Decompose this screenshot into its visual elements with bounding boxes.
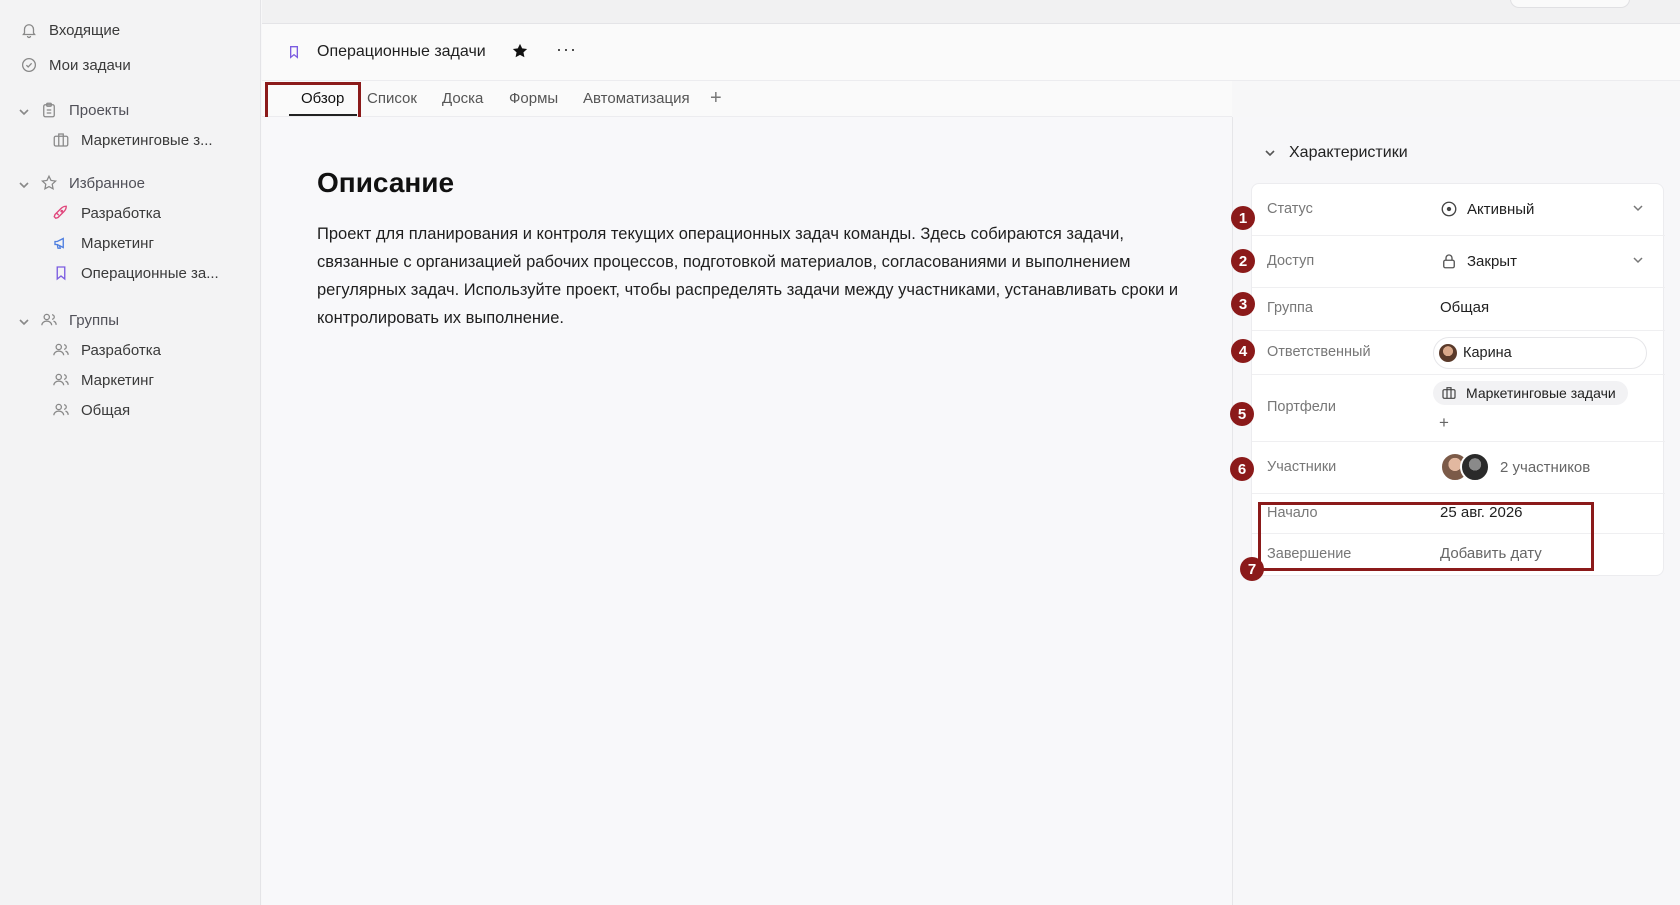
- annotation-badge: 4: [1231, 339, 1255, 363]
- sidebar-group-label: Группы: [69, 311, 119, 329]
- properties-title: Характеристики: [1289, 144, 1408, 161]
- add-tab-icon[interactable]: +: [710, 87, 722, 109]
- chevron-down-icon: [17, 313, 31, 327]
- sidebar-item-label: Входящие: [49, 21, 121, 39]
- sidebar-item-label: Мои задачи: [49, 56, 131, 74]
- sidebar-item-label: Маркетинг: [81, 371, 154, 389]
- overview-content: [262, 117, 1232, 905]
- members-count: 2 участников: [1500, 458, 1591, 476]
- tab-automation[interactable]: Автоматизация: [583, 90, 690, 107]
- check-circle-icon: [19, 55, 39, 75]
- access-text: Закрыт: [1467, 252, 1517, 270]
- property-label: Доступ: [1267, 253, 1315, 269]
- property-label: Группа: [1267, 300, 1313, 316]
- sidebar-item-inbox[interactable]: [19, 20, 120, 40]
- description-heading: Описание: [317, 167, 455, 198]
- portfolio-icon: [51, 130, 71, 150]
- property-label: Ответственный: [1267, 344, 1371, 360]
- annotation-badge: 1: [1231, 206, 1255, 230]
- sidebar-item-my-tasks[interactable]: [19, 55, 131, 75]
- property-group[interactable]: [1252, 288, 1665, 331]
- users-icon: [51, 400, 71, 420]
- bookmark-icon: [51, 263, 71, 283]
- clipboard-icon: [39, 100, 59, 120]
- chevron-down-icon: [17, 103, 31, 117]
- property-label: Начало: [1267, 505, 1318, 521]
- property-portfolios[interactable]: [1252, 375, 1665, 442]
- property-label: Портфели: [1267, 399, 1336, 415]
- avatar: [1439, 344, 1457, 362]
- tab-overview[interactable]: Обзор: [301, 90, 345, 107]
- annotation-badge: 7: [1240, 557, 1264, 581]
- chevron-down-icon[interactable]: [1631, 201, 1645, 220]
- portfolio-icon: [1441, 385, 1457, 401]
- property-owner[interactable]: [1252, 331, 1665, 375]
- annotation-badge: 2: [1231, 249, 1255, 273]
- bookmark-icon: [286, 43, 302, 66]
- property-status[interactable]: [1252, 184, 1665, 236]
- project-title: Операционные задачи: [317, 43, 486, 60]
- tab-forms[interactable]: Формы: [509, 90, 559, 107]
- add-end-date[interactable]: Добавить дату: [1440, 545, 1542, 562]
- bell-icon: [19, 20, 39, 40]
- members-value[interactable]: [1440, 452, 1590, 482]
- sidebar-item-favorite-marketing[interactable]: [51, 233, 154, 253]
- sidebar-group-label: Избранное: [69, 174, 146, 192]
- sidebar-group-projects[interactable]: [17, 100, 129, 120]
- property-label: Участники: [1267, 459, 1337, 475]
- access-value[interactable]: [1440, 252, 1517, 270]
- sidebar-item-group-general[interactable]: [51, 400, 130, 420]
- sidebar: [0, 0, 261, 905]
- owner-pill[interactable]: [1433, 337, 1647, 369]
- users-icon: [51, 370, 71, 390]
- lock-icon: [1440, 252, 1458, 270]
- sidebar-item-label: Операционные за...: [81, 264, 219, 282]
- sidebar-item-label: Маркетинговые з...: [81, 131, 213, 149]
- portfolio-chip-wrap[interactable]: [1433, 381, 1628, 405]
- chevron-down-icon[interactable]: [1631, 253, 1645, 272]
- sidebar-group-label: Проекты: [69, 101, 130, 119]
- property-members[interactable]: [1252, 442, 1665, 494]
- more-options-button[interactable]: ···: [556, 39, 577, 59]
- sidebar-item-project[interactable]: [51, 130, 213, 150]
- description-text[interactable]: Проект для планирования и контроля текущих операционных задач команды. Здесь собираются задачи, связанные с организацией рабочих процессов, подготовкой материалов, согласованиями и выполнением регулярных задач. Используйте проект, чтобы распределять задачи между участниками, устанавливать сроки и контролировать их выполнение.: [317, 225, 1179, 327]
- users-icon: [39, 310, 59, 330]
- tab-board[interactable]: Доска: [442, 90, 484, 107]
- add-portfolio-button[interactable]: +: [1439, 413, 1449, 432]
- status-text: Активный: [1467, 200, 1535, 218]
- status-circle-icon: [1440, 200, 1458, 218]
- sidebar-group-favorites[interactable]: [17, 173, 145, 193]
- sidebar-item-favorite-dev[interactable]: [51, 203, 161, 223]
- megaphone-icon: [51, 233, 71, 253]
- start-date[interactable]: 25 авг. 2026: [1440, 504, 1523, 521]
- avatar: [1460, 452, 1490, 482]
- sidebar-group-groups[interactable]: [17, 310, 119, 330]
- sidebar-item-group-marketing[interactable]: [51, 370, 154, 390]
- property-label: Завершение: [1267, 546, 1352, 562]
- favorite-star-icon[interactable]: [511, 42, 529, 65]
- portfolio-chip[interactable]: [1433, 381, 1628, 405]
- annotation-badge: 6: [1230, 457, 1254, 481]
- owner-value[interactable]: [1433, 337, 1647, 369]
- annotation-badge: 5: [1230, 402, 1254, 426]
- tab-bar: [262, 81, 1232, 117]
- property-access[interactable]: [1252, 236, 1665, 288]
- chevron-down-icon: [17, 176, 31, 190]
- sidebar-item-label: Маркетинг: [81, 234, 154, 252]
- top-bar: [262, 0, 1680, 24]
- top-bar-control[interactable]: [1510, 0, 1630, 8]
- property-label: Статус: [1267, 201, 1313, 217]
- annotation-badge: 3: [1231, 292, 1255, 316]
- portfolio-name: Маркетинговые задачи: [1466, 385, 1616, 401]
- chevron-down-icon: [1263, 146, 1277, 160]
- sidebar-item-group-dev[interactable]: [51, 340, 161, 360]
- star-outline-icon: [39, 173, 59, 193]
- highlight-box: [1258, 502, 1594, 571]
- rocket-icon: [51, 203, 71, 223]
- status-value[interactable]: [1440, 200, 1534, 218]
- tab-list[interactable]: Список: [367, 90, 417, 107]
- sidebar-item-favorite-ops[interactable]: [51, 263, 219, 283]
- properties-header[interactable]: [1263, 144, 1408, 162]
- sidebar-item-label: Разработка: [81, 341, 161, 359]
- project-header: [262, 24, 1680, 81]
- sidebar-item-label: Общая: [81, 401, 131, 419]
- owner-name: Карина: [1463, 345, 1512, 361]
- sidebar-item-label: Разработка: [81, 204, 161, 222]
- group-value[interactable]: Общая: [1440, 299, 1490, 316]
- users-icon: [51, 340, 71, 360]
